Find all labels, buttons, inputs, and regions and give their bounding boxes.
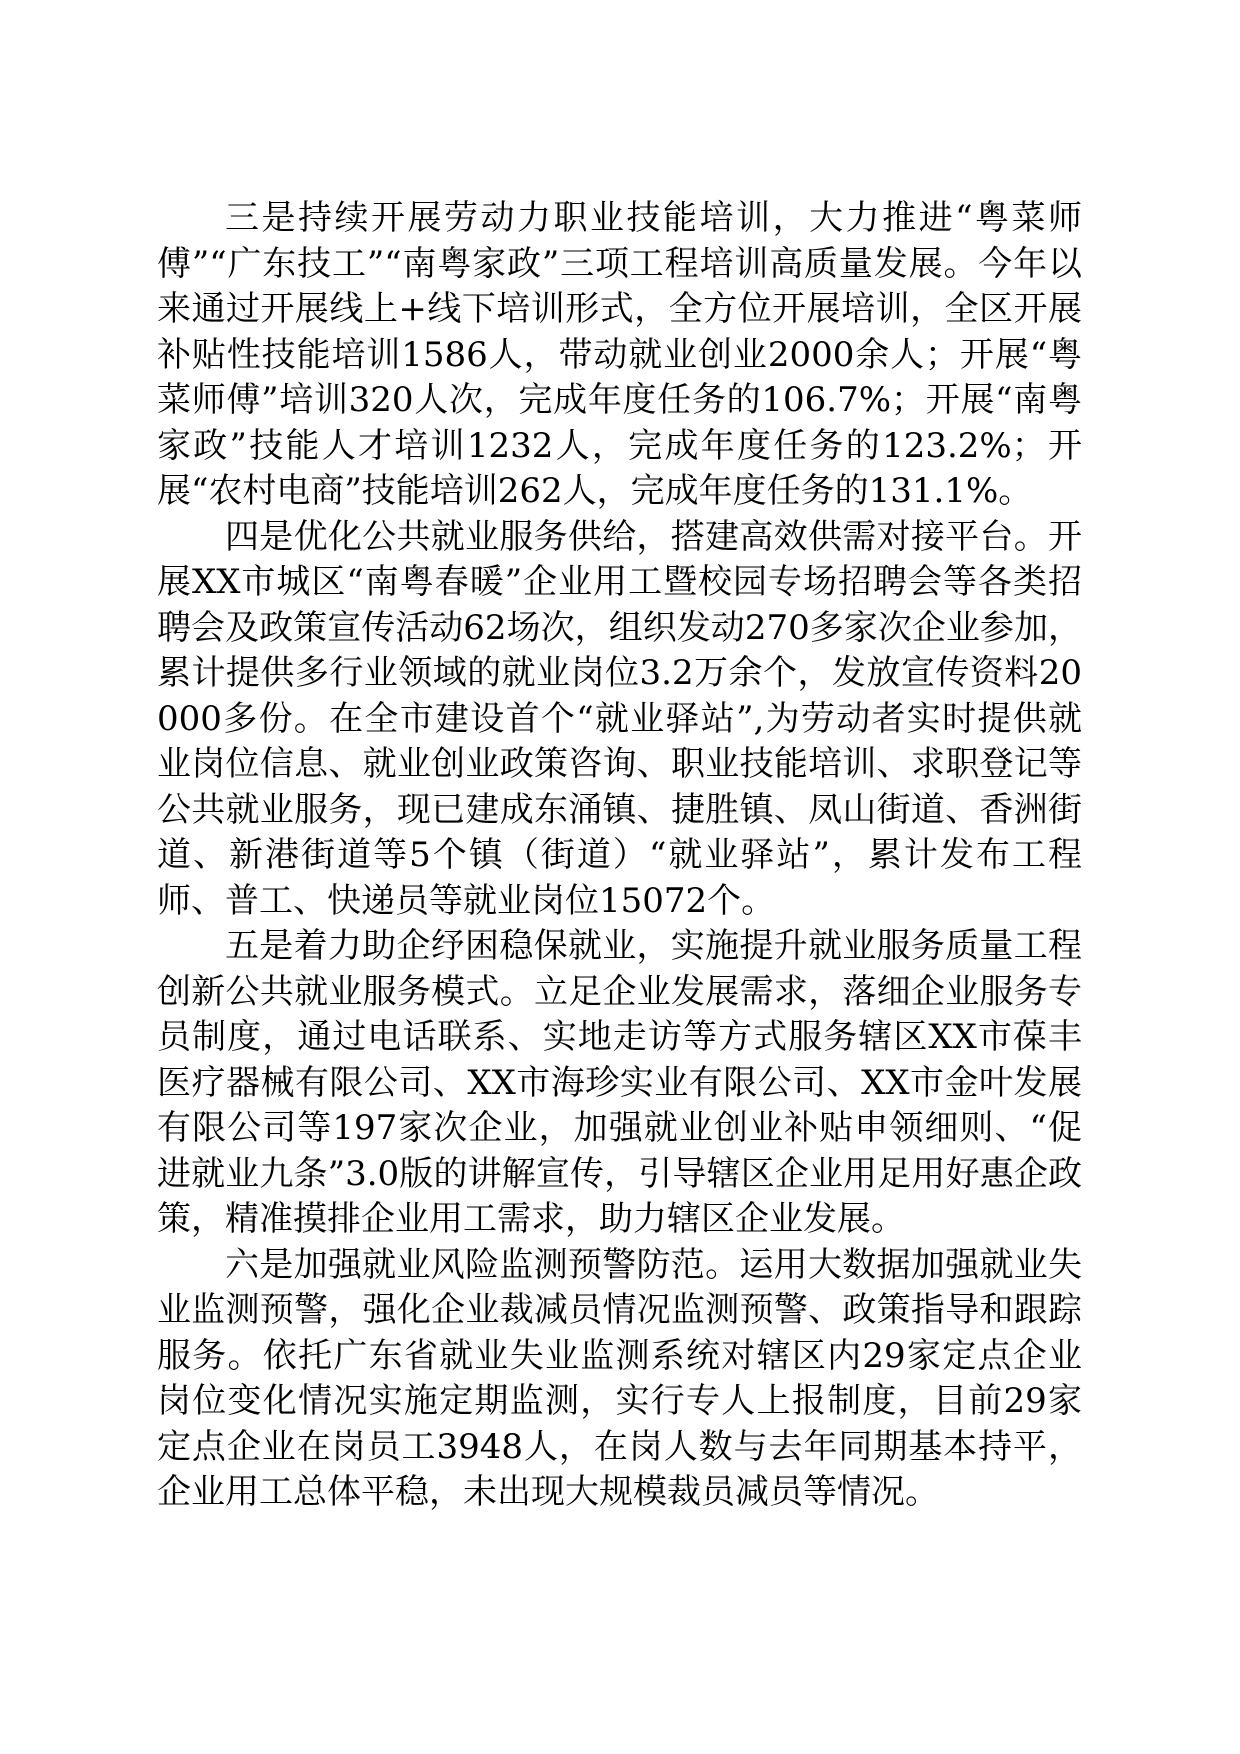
paragraph-risk-monitoring: 六是加强就业风险监测预警防范。运用大数据加强就业失业监测预警，强化企业裁减员情况监测预警、政策指导和跟踪服务。依托广东省就业失业监测系统对辖区内29家定点企业岗位变化情况实施定期监测，实行专人上报制度，目前29家定点企业在岗员工3948人，在岗人数与去年同期基本持平，企业用工总体平稳，未出现大规模裁员减员等情况。 [157, 1244, 1082, 1512]
paragraph-vocational-training: 三是持续开展劳动力职业技能培训，大力推进“粤菜师傅”“广东技工”“南粤家政”三项工程培训高质量发展。今年以来通过开展线上+线下培训形式，全方位开展培训，全区开展补贴性技能培训1586人，带动就业创业2000余人；开展“粤菜师傅”培训320人次，完成年度任务的106.7%；开展“南粤家政”技能人才培训1232人，完成年度任务的123.2%；开展“农村电商”技能培训262人，完成年度任务的131.1%。 [157, 198, 1082, 511]
paragraph-enterprise-support: 五是着力助企纾困稳保就业，实施提升就业服务质量工程创新公共就业服务模式。立足企业发展需求，落细企业服务专员制度，通过电话联系、实地走访等方式服务辖区XX市葆丰医疗器械有限公司、XX市海珍实业有限公司、XX市金叶发展有限公司等197家次企业，加强就业创业补贴申领细则、“促进就业九条”3.0版的讲解宣传，引导辖区企业用足用好惠企政策，精准摸排企业用工需求，助力辖区企业发展。 [157, 926, 1082, 1239]
document-body [157, 196, 1082, 1516]
paragraph-public-employment-service: 四是优化公共就业服务供给，搭建高效供需对接平台。开展XX市城区“南粤春暖”企业用工暨校园专场招聘会等各类招聘会及政策宣传活动62场次，组织发动270多家次企业参加，累计提供多行业领域的就业岗位3.2万余个，发放宣传资料20000多份。在全市建设首个“就业驿站”,为劳动者实时提供就业岗位信息、就业创业政策咨询、职业技能培训、求职登记等公共就业服务，现已建成东涌镇、捷胜镇、凤山街道、香洲街道、新港街道等5个镇（街道）“就业驿站”，累计发布工程师、普工、快递员等就业岗位15072个。 [157, 516, 1082, 921]
